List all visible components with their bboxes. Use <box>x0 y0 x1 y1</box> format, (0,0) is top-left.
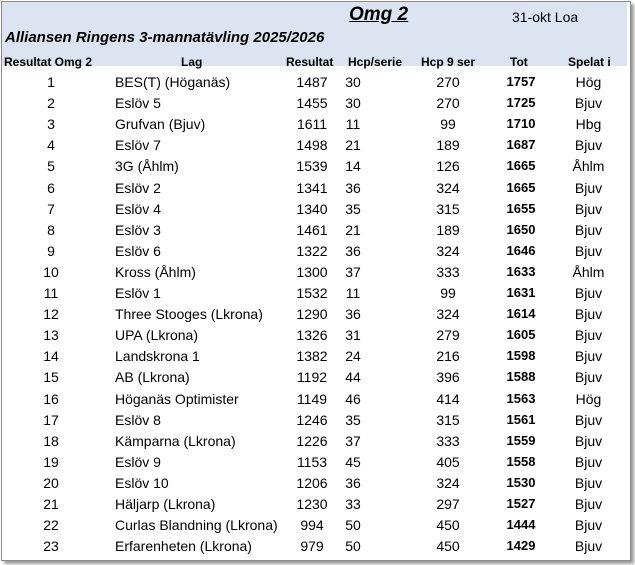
cell-position: 20 <box>43 474 59 491</box>
cell-position: 5 <box>47 158 55 175</box>
cell-hcp-serie: 50 <box>345 517 361 534</box>
cell-hcp-serie: 33 <box>345 496 361 512</box>
cell-total: 1725 <box>506 95 536 111</box>
cell-result: 1539 <box>296 158 328 175</box>
cell-result: 1611 <box>296 116 328 133</box>
cell-hcp-9: 333 <box>436 263 460 280</box>
cell-position: 13 <box>43 327 59 344</box>
cell-team: Erfarenheten (Lkrona) <box>115 538 252 555</box>
cell-hcp-9: 216 <box>436 348 460 365</box>
cell-total: 1563 <box>506 390 536 406</box>
col-header-team: Lag <box>181 55 203 69</box>
cell-hcp-serie: 30 <box>345 74 361 90</box>
cell-result: 1153 <box>296 453 328 470</box>
cell-hcp-serie: 36 <box>345 179 361 196</box>
cell-played-at: Bjuv <box>574 432 603 449</box>
cell-total: 1429 <box>506 538 536 554</box>
cell-played-at: Bjuv <box>574 369 603 386</box>
cell-hcp-serie: 11 <box>345 116 361 133</box>
cell-team: Häljarp (Lkrona) <box>115 496 216 512</box>
cell-hcp-9: 189 <box>436 221 460 238</box>
cell-hcp-9: 297 <box>436 496 460 512</box>
cell-result: 994 <box>300 517 324 534</box>
cell-total: 1605 <box>506 327 536 343</box>
cell-total: 1631 <box>506 285 536 300</box>
table-row <box>0 412 635 433</box>
table-row <box>0 95 635 116</box>
cell-hcp-serie: 44 <box>345 369 361 386</box>
cell-hcp-9: 324 <box>436 179 460 196</box>
table-row <box>0 538 635 559</box>
cell-result: 1290 <box>296 306 328 323</box>
cell-hcp-9: 324 <box>436 474 460 491</box>
cell-position: 3 <box>47 116 55 133</box>
cell-position: 9 <box>47 242 55 259</box>
cell-position: 11 <box>43 285 59 301</box>
cell-total: 1646 <box>506 242 536 258</box>
cell-position: 17 <box>43 411 59 428</box>
cell-result: 1461 <box>296 221 328 238</box>
cell-hcp-9: 99 <box>440 285 456 301</box>
cell-played-at: Hög <box>575 390 602 407</box>
competition-title: Alliansen Ringens 3-mannatävling 2025/2026 <box>5 29 325 46</box>
cell-team: Eslöv 5 <box>115 95 161 112</box>
col-header-position: Resultat Omg 2 <box>4 55 93 69</box>
cell-position: 4 <box>47 137 55 154</box>
cell-team: 3G (Åhlm) <box>115 158 179 175</box>
cell-played-at: Bjuv <box>574 95 603 112</box>
cell-result: 979 <box>300 538 324 555</box>
cell-total: 1665 <box>506 179 536 195</box>
cell-hcp-9: 414 <box>436 390 460 407</box>
cell-total: 1633 <box>506 263 536 279</box>
cell-result: 1326 <box>296 327 328 344</box>
cell-hcp-serie: 30 <box>345 95 361 112</box>
cell-hcp-serie: 21 <box>345 137 361 154</box>
round-heading: Omg 2 <box>349 4 409 25</box>
cell-team: AB (Lkrona) <box>115 369 190 386</box>
cell-total: 1588 <box>506 369 536 385</box>
cell-result: 1206 <box>296 474 328 491</box>
cell-played-at: Bjuv <box>574 221 603 238</box>
cell-team: Höganäs Optimister <box>115 390 239 407</box>
cell-hcp-9: 189 <box>436 137 460 154</box>
cell-played-at: Hög <box>575 74 602 90</box>
cell-team: Eslöv 10 <box>115 474 169 491</box>
cell-team: Eslöv 9 <box>115 453 161 470</box>
cell-result: 1192 <box>296 369 328 386</box>
cell-result: 1340 <box>296 200 328 217</box>
cell-hcp-9: 405 <box>436 453 460 470</box>
cell-played-at: Bjuv <box>574 474 603 491</box>
cell-hcp-9: 396 <box>436 369 460 386</box>
cell-team: Kross (Åhlm) <box>115 263 196 280</box>
cell-played-at: Bjuv <box>574 327 603 344</box>
cell-played-at: Åhlm <box>572 263 605 280</box>
table-row <box>0 137 635 158</box>
cell-hcp-serie: 46 <box>345 390 361 407</box>
cell-team: Eslöv 4 <box>115 200 161 217</box>
table-row <box>0 264 635 285</box>
table-row <box>0 285 635 306</box>
cell-position: 10 <box>43 263 59 280</box>
cell-hcp-9: 126 <box>436 158 460 175</box>
cell-result: 1532 <box>296 285 328 301</box>
table-row <box>0 327 635 348</box>
table-row <box>0 348 635 369</box>
cell-team: Eslöv 1 <box>115 285 161 301</box>
cell-result: 1322 <box>296 242 328 259</box>
cell-played-at: Bjuv <box>574 453 603 470</box>
table-row <box>0 454 635 475</box>
cell-team: Eslöv 2 <box>115 179 161 196</box>
cell-position: 6 <box>47 179 55 196</box>
cell-result: 1300 <box>296 263 328 280</box>
cell-team: Kämparna (Lkrona) <box>115 432 236 449</box>
cell-hcp-9: 270 <box>436 95 460 112</box>
cell-position: 23 <box>43 538 59 555</box>
col-header-total: Tot <box>510 55 528 69</box>
table-row <box>0 369 635 390</box>
cell-played-at: Bjuv <box>574 411 603 428</box>
table-row <box>0 475 635 496</box>
cell-hcp-9: 279 <box>436 327 460 344</box>
cell-team: Eslöv 7 <box>115 137 161 154</box>
cell-team: Curlas Blandning (Lkrona) <box>115 517 278 534</box>
cell-result: 1226 <box>296 432 328 449</box>
cell-played-at: Bjuv <box>574 137 603 154</box>
cell-played-at: Bjuv <box>574 179 603 196</box>
cell-played-at: Bjuv <box>574 348 603 365</box>
cell-hcp-serie: 21 <box>345 221 361 238</box>
cell-played-at: Hbg <box>575 116 602 133</box>
cell-hcp-serie: 36 <box>345 306 361 323</box>
table-row <box>0 391 635 412</box>
cell-hcp-serie: 45 <box>345 453 361 470</box>
cell-position: 16 <box>43 390 59 407</box>
table-row <box>0 201 635 222</box>
cell-team: Eslöv 8 <box>115 411 161 428</box>
table-row <box>0 222 635 243</box>
cell-hcp-serie: 37 <box>345 263 361 280</box>
cell-result: 1487 <box>296 74 328 90</box>
table-row <box>0 74 635 95</box>
cell-result: 1246 <box>296 411 328 428</box>
cell-hcp-9: 270 <box>436 74 460 90</box>
table-row <box>0 517 635 538</box>
cell-played-at: Bjuv <box>574 200 603 217</box>
cell-result: 1341 <box>296 179 328 196</box>
table-row <box>0 116 635 137</box>
cell-result: 1455 <box>296 95 328 112</box>
cell-team: Three Stooges (Lkrona) <box>115 306 263 323</box>
cell-total: 1559 <box>506 432 536 448</box>
cell-hcp-serie: 24 <box>345 348 361 365</box>
cell-played-at: Bjuv <box>574 517 603 534</box>
cell-hcp-9: 450 <box>436 538 460 555</box>
cell-played-at: Bjuv <box>574 242 603 259</box>
cell-position: 8 <box>47 221 55 238</box>
cell-position: 2 <box>47 95 55 112</box>
cell-total: 1655 <box>506 200 536 216</box>
cell-hcp-9: 324 <box>436 306 460 323</box>
cell-result: 1149 <box>296 390 328 407</box>
cell-position: 14 <box>43 348 59 365</box>
cell-result: 1498 <box>296 137 328 154</box>
cell-hcp-serie: 14 <box>345 158 361 175</box>
cell-hcp-serie: 36 <box>345 474 361 491</box>
cell-hcp-9: 315 <box>436 200 460 217</box>
cell-team: Grufvan (Bjuv) <box>115 116 206 133</box>
col-header-played-at: Spelat i <box>568 55 611 69</box>
cell-total: 1757 <box>506 74 536 89</box>
cell-hcp-9: 315 <box>436 411 460 428</box>
cell-total: 1650 <box>506 221 536 237</box>
cell-hcp-serie: 35 <box>345 411 361 428</box>
cell-team: Landskrona 1 <box>115 348 200 365</box>
cell-hcp-9: 324 <box>436 242 460 259</box>
table-row <box>0 433 635 454</box>
col-header-result: Resultat <box>286 55 334 69</box>
cell-total: 1527 <box>506 496 536 511</box>
cell-played-at: Bjuv <box>574 285 603 301</box>
cell-team: BES(T) (Höganäs) <box>115 74 231 90</box>
cell-hcp-serie: 36 <box>345 242 361 259</box>
cell-hcp-9: 333 <box>436 432 460 449</box>
table-row <box>0 158 635 179</box>
cell-total: 1710 <box>506 116 536 132</box>
cell-played-at: Åhlm <box>572 158 605 175</box>
table-row <box>0 306 635 327</box>
table-row <box>0 496 635 517</box>
cell-position: 21 <box>43 496 59 512</box>
cell-total: 1558 <box>506 453 536 469</box>
cell-hcp-serie: 37 <box>345 432 361 449</box>
cell-hcp-serie: 35 <box>345 200 361 217</box>
cell-hcp-serie: 50 <box>345 538 361 555</box>
cell-position: 1 <box>47 74 55 90</box>
cell-hcp-serie: 31 <box>345 327 361 344</box>
col-header-hcp-9: Hcp 9 ser <box>421 55 476 69</box>
cell-total: 1614 <box>506 306 536 322</box>
table-row <box>0 180 635 201</box>
cell-total: 1444 <box>506 517 536 533</box>
cell-total: 1530 <box>506 474 536 490</box>
cell-hcp-9: 99 <box>440 116 456 133</box>
cell-team: Eslöv 3 <box>115 221 161 238</box>
cell-position: 18 <box>43 432 59 449</box>
cell-result: 1230 <box>296 496 328 512</box>
col-header-hcp-serie: Hcp/serie <box>348 55 403 69</box>
cell-total: 1665 <box>506 158 536 174</box>
cell-result: 1382 <box>296 348 328 365</box>
cell-total: 1561 <box>506 411 536 427</box>
cell-played-at: Bjuv <box>574 496 603 512</box>
cell-hcp-9: 450 <box>436 517 460 534</box>
cell-position: 22 <box>43 517 59 534</box>
cell-position: 19 <box>43 453 59 470</box>
cell-hcp-serie: 11 <box>345 285 361 301</box>
cell-played-at: Bjuv <box>574 538 603 555</box>
cell-position: 7 <box>47 200 55 217</box>
table-row <box>0 243 635 264</box>
cell-total: 1687 <box>506 137 536 153</box>
cell-team: UPA (Lkrona) <box>115 327 198 344</box>
cell-played-at: Bjuv <box>574 306 603 323</box>
cell-position: 15 <box>43 369 59 386</box>
round-date: 31-okt Loa <box>512 9 579 25</box>
cell-position: 12 <box>43 306 59 323</box>
cell-team: Eslöv 6 <box>115 242 161 259</box>
cell-total: 1598 <box>506 348 536 364</box>
